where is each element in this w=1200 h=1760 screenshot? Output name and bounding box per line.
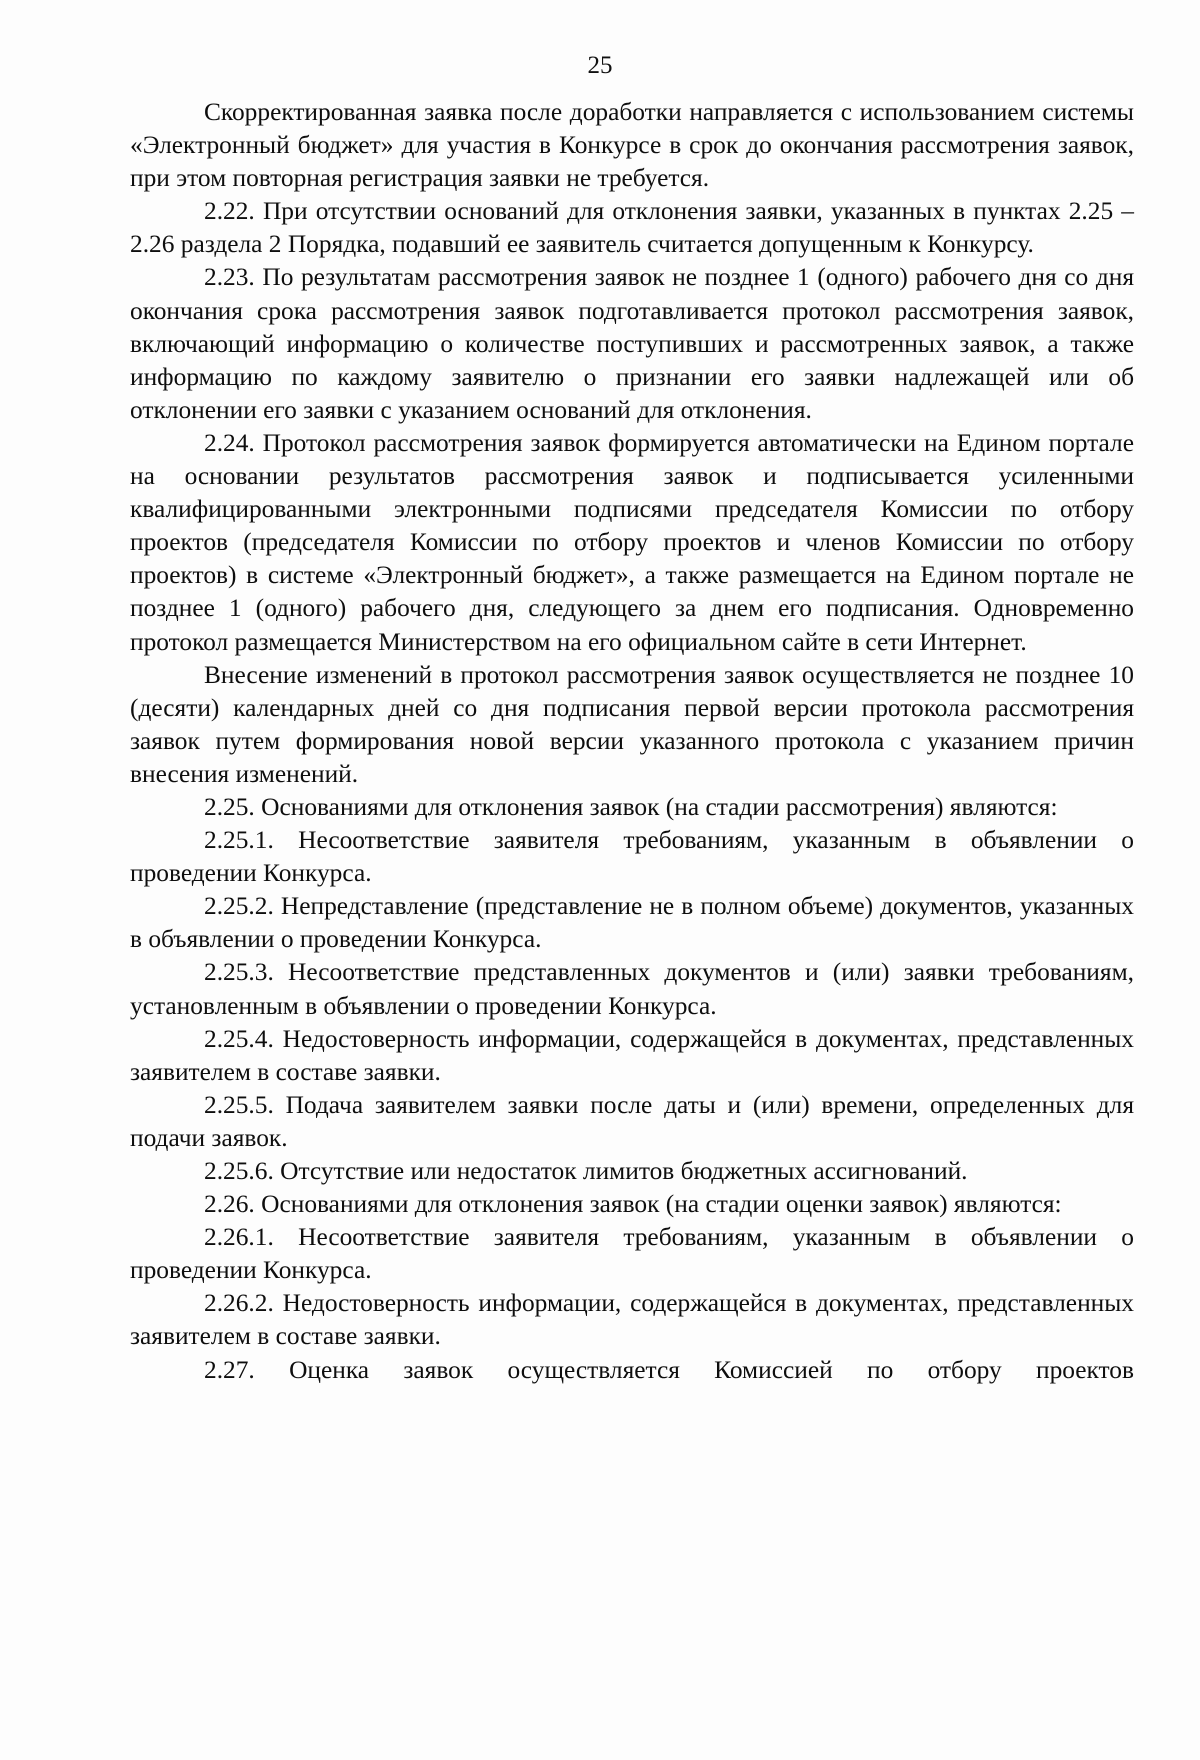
paragraph: 2.25.6. Отсутствие или недостаток лимитов бюджетных ассигнований. xyxy=(204,1157,968,1185)
paragraph: 2.24. Протокол рассмотрения заявок формируется автоматически на Едином портале на основании результатов рассмотрения заявок и подписывается усиленными квалифицированными электронными подписями председателя Комиссии по отбору проектов (председателя Комиссии по отбору проектов и членов Комиссии по отбору проектов) в системе «Электронный бюджет», а также размещается на Едином портале не позднее 1 (одного) рабочего дня, следующего за днем его подписания. Одновременно протокол размещается Министерством на его официальном сайте в сети Интернет. xyxy=(130,428,1134,656)
paragraph: 2.25.1. Несоответствие заявителя требованиям, указанным в объявлении о проведении Конкурса. xyxy=(130,826,1134,888)
paragraph: Внесение изменений в протокол рассмотрения заявок осуществляется не позднее 10 (десяти) календарных дней со дня подписания первой версии протокола рассмотрения заявок путем формирования новой версии указанного протокола с указанием причин внесения изменений. xyxy=(130,660,1134,788)
page-number: 25 xyxy=(587,52,613,79)
page-body xyxy=(130,96,1134,1387)
paragraph: 2.26.2. Недостоверность информации, содержащейся в документах, представленных заявителем в составе заявки. xyxy=(130,1289,1134,1351)
paragraph: 2.25.2. Непредставление (представление не в полном объеме) документов, указанных в объявлении о проведении Конкурса. xyxy=(130,892,1134,954)
paragraph: 2.25.3. Несоответствие представленных документов и (или) заявки требованиям, установленным в объявлении о проведении Конкурса. xyxy=(130,958,1134,1020)
paragraph: 2.25.4. Недостоверность информации, содержащейся в документах, представленных заявителем в составе заявки. xyxy=(130,1024,1134,1086)
paragraph: Скорректированная заявка после доработки направляется с использованием системы «Электронный бюджет» для участия в Конкурсе в срок до окончания рассмотрения заявок, при этом повторная регистрация заявки не требуется. xyxy=(130,98,1134,193)
paragraph: 2.22. При отсутствии оснований для отклонения заявки, указанных в пунктах 2.25 – 2.26 раздела 2 Порядка, подавший ее заявитель считается допущенным к Конкурсу. xyxy=(130,197,1134,259)
paragraph: 2.27. Оценка заявок осуществляется Комиссией по отбору проектов xyxy=(204,1355,1134,1384)
paragraph: 2.25. Основаниями для отклонения заявок (на стадии рассмотрения) являются: xyxy=(204,792,1058,821)
paragraph: 2.23. По результатам рассмотрения заявок не позднее 1 (одного) рабочего дня со дня окончания срока рассмотрения заявок подготавливается протокол рассмотрения заявок, включающий информацию о количестве поступивших и рассмотренных заявок, а также информацию по каждому заявителю о признании его заявки надлежащей или об отклонении его заявки с указанием оснований для отклонения. xyxy=(130,263,1134,424)
paragraph: 2.26. Основаниями для отклонения заявок (на стадии оценки заявок) являются: xyxy=(204,1190,1062,1219)
paragraph: 2.26.1. Несоответствие заявителя требованиям, указанным в объявлении о проведении Конкурса. xyxy=(130,1223,1134,1285)
paragraph: 2.25.5. Подача заявителем заявки после даты и (или) времени, определенных для подачи заявок. xyxy=(130,1090,1134,1152)
